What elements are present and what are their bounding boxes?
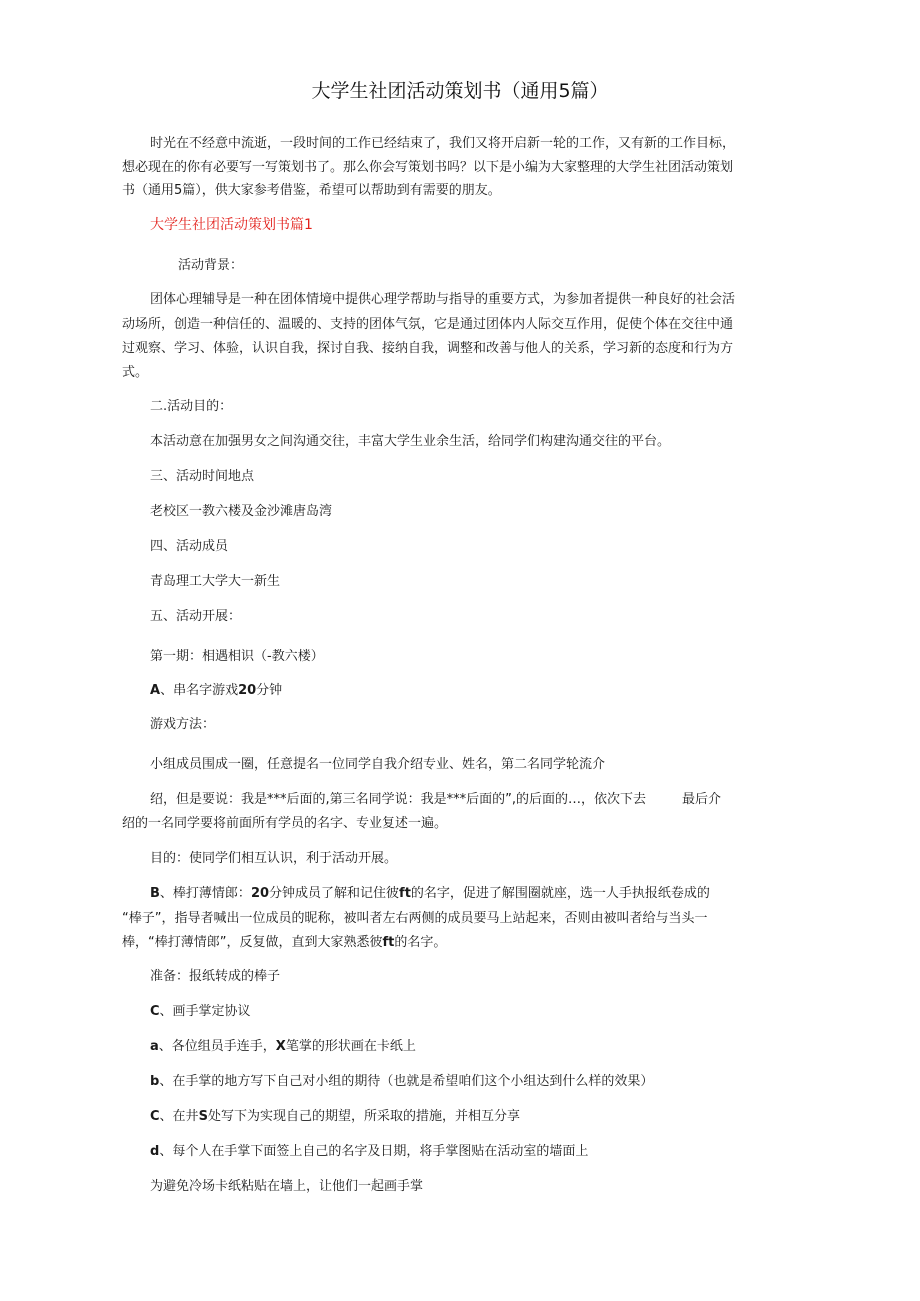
item-c [150, 1002, 251, 1021]
item-b-line-3 [122, 933, 446, 952]
item-b-line-3b: 的名字。 [394, 935, 447, 950]
item-b-line-3a: 棒，“棒打薄情郎”，反复做，直到大家熟悉彼 [122, 935, 383, 950]
sub-item-b [150, 1072, 653, 1091]
sub-c-text-1: 、在井 [159, 1109, 199, 1124]
item-b-text-2: 分钟成员了解和记住彼 [269, 886, 400, 901]
sub-b-text: 、在手掌的地方写下自己对小组的期待（也就是希望咱们这个小组达到什么样的效果） [159, 1074, 654, 1089]
item-a [150, 681, 282, 700]
sub-a-text-2: 笔掌的形状画在卡纸上 [285, 1039, 416, 1054]
last-line: 为避免冷场卡纸粘贴在墙上，让他们一起画手掌 [150, 1179, 424, 1194]
item-c-text: 、画手掌定协议 [159, 1004, 251, 1019]
section-heading: 大学生社团活动策划书篇1 [150, 217, 313, 233]
intro-line-1: 时光在不经意中流逝，一段时间的工作已经结束了，我们又将开启新一轮的工作，又有新的工作目标， [150, 136, 736, 151]
time-place-text: 老校区一教六楼及金沙滩唐岛湾 [150, 504, 333, 519]
sub-c-letter: C [150, 1109, 160, 1124]
sub-b-letter: b [150, 1074, 160, 1089]
sub-a-x: X [275, 1039, 286, 1054]
sub-a-letter: a [150, 1039, 159, 1054]
sub-c-s: S [198, 1109, 208, 1124]
item-b-number: 20 [250, 886, 270, 901]
page-title: 大学生社团活动策划书（通用5篇） [311, 80, 609, 102]
expand-label: 五、活动开展： [150, 609, 242, 624]
item-b-ft-2: ft [382, 935, 395, 950]
goal-text: 本活动意在加强男女之间沟通交往，丰富大学生业余生活，给同学们构建沟通交往的平台。 [150, 434, 671, 449]
prep-text: 准备：报纸转成的棒子 [150, 969, 281, 984]
background-line-4: 式。 [122, 365, 149, 380]
method-line-3: 绍的一名同学要将前面所有学员的名字、专业复述一遍。 [122, 816, 448, 831]
background-line-2: 动场所，创造一种信任的、温暖的、支持的团体气氛，它是通过团体内人际交互作用，促使个体在交往中通 [122, 317, 734, 332]
item-a-unit: 分钟 [256, 683, 283, 698]
background-line-1: 团体心理辅导是一种在团体情境中提供心理学帮助与指导的重要方式，为参加者提供一种良好的社会活 [150, 292, 736, 307]
item-b-letter: B [150, 886, 160, 901]
goal-label: 二.活动目的： [150, 399, 233, 414]
time-place-label: 三、活动时间地点 [150, 469, 255, 484]
background-label: 活动背景： [178, 258, 244, 273]
sub-d-text: 、每个人在手掌下面签上自己的名字及日期，将手掌图贴在活动室的墙面上 [159, 1144, 589, 1159]
sub-item-a [150, 1037, 416, 1056]
item-a-number: 20 [238, 683, 257, 698]
item-b-text-3: 的名字，促进了解围圈就座，选一人手执报纸卷成的 [410, 886, 710, 901]
sub-a-text-1: 、各位组员手连手， [158, 1039, 276, 1054]
sub-item-c [150, 1107, 520, 1126]
sub-c-text-2: 处写下为实现自己的期望，所采取的措施，并相互分享 [207, 1109, 520, 1124]
members-text: 青岛理工大学大一新生 [150, 574, 281, 589]
purpose-text: 目的：使同学们相互认识，利于活动开展。 [150, 851, 398, 866]
method-line-2b: 最后介 [682, 792, 722, 807]
method-line-2 [150, 790, 721, 809]
item-a-text: 、串名字游戏 [160, 683, 239, 698]
sub-item-d [150, 1142, 588, 1161]
item-c-letter: C [150, 1004, 160, 1019]
intro-line-3: 书（通用5篇），供大家参考借鉴，希望可以帮助到有需要的朋友。 [122, 183, 501, 198]
method-line-2a: 绍，但是要说：我是***后面的,第三名同学说：我是***后面的”,的后面的…，依次下去 [150, 792, 646, 807]
intro-line-2: 想必现在的你有必要写一写策划书了。那么你会写策划书吗？以下是小编为大家整理的大学生社团活动策划 [122, 160, 734, 175]
item-a-letter: A [150, 683, 161, 698]
item-b-text-1: 、棒打薄情郎： [159, 886, 251, 901]
background-line-3: 过观察、学习、体验，认识自我，探讨自我、接纳自我，调整和改善与他人的关系，学习新的态度和行为方 [122, 341, 734, 356]
sub-d-letter: d [150, 1144, 160, 1159]
item-b-ft: ft [399, 886, 411, 901]
method-label: 游戏方法： [150, 717, 216, 732]
item-b-line-1 [150, 884, 710, 903]
phase-1-heading: 第一期：相遇相识（-教六楼） [150, 649, 324, 664]
members-label: 四、活动成员 [150, 539, 229, 554]
method-line-1: 小组成员围成一圈，任意提名一位同学自我介绍专业、姓名，第二名同学轮流介 [150, 757, 606, 772]
item-b-line-2: “棒子”，指导者喊出一位成员的昵称，被叫者左右两侧的成员要马上站起来，否则由被叫者给与当头一 [122, 911, 708, 926]
